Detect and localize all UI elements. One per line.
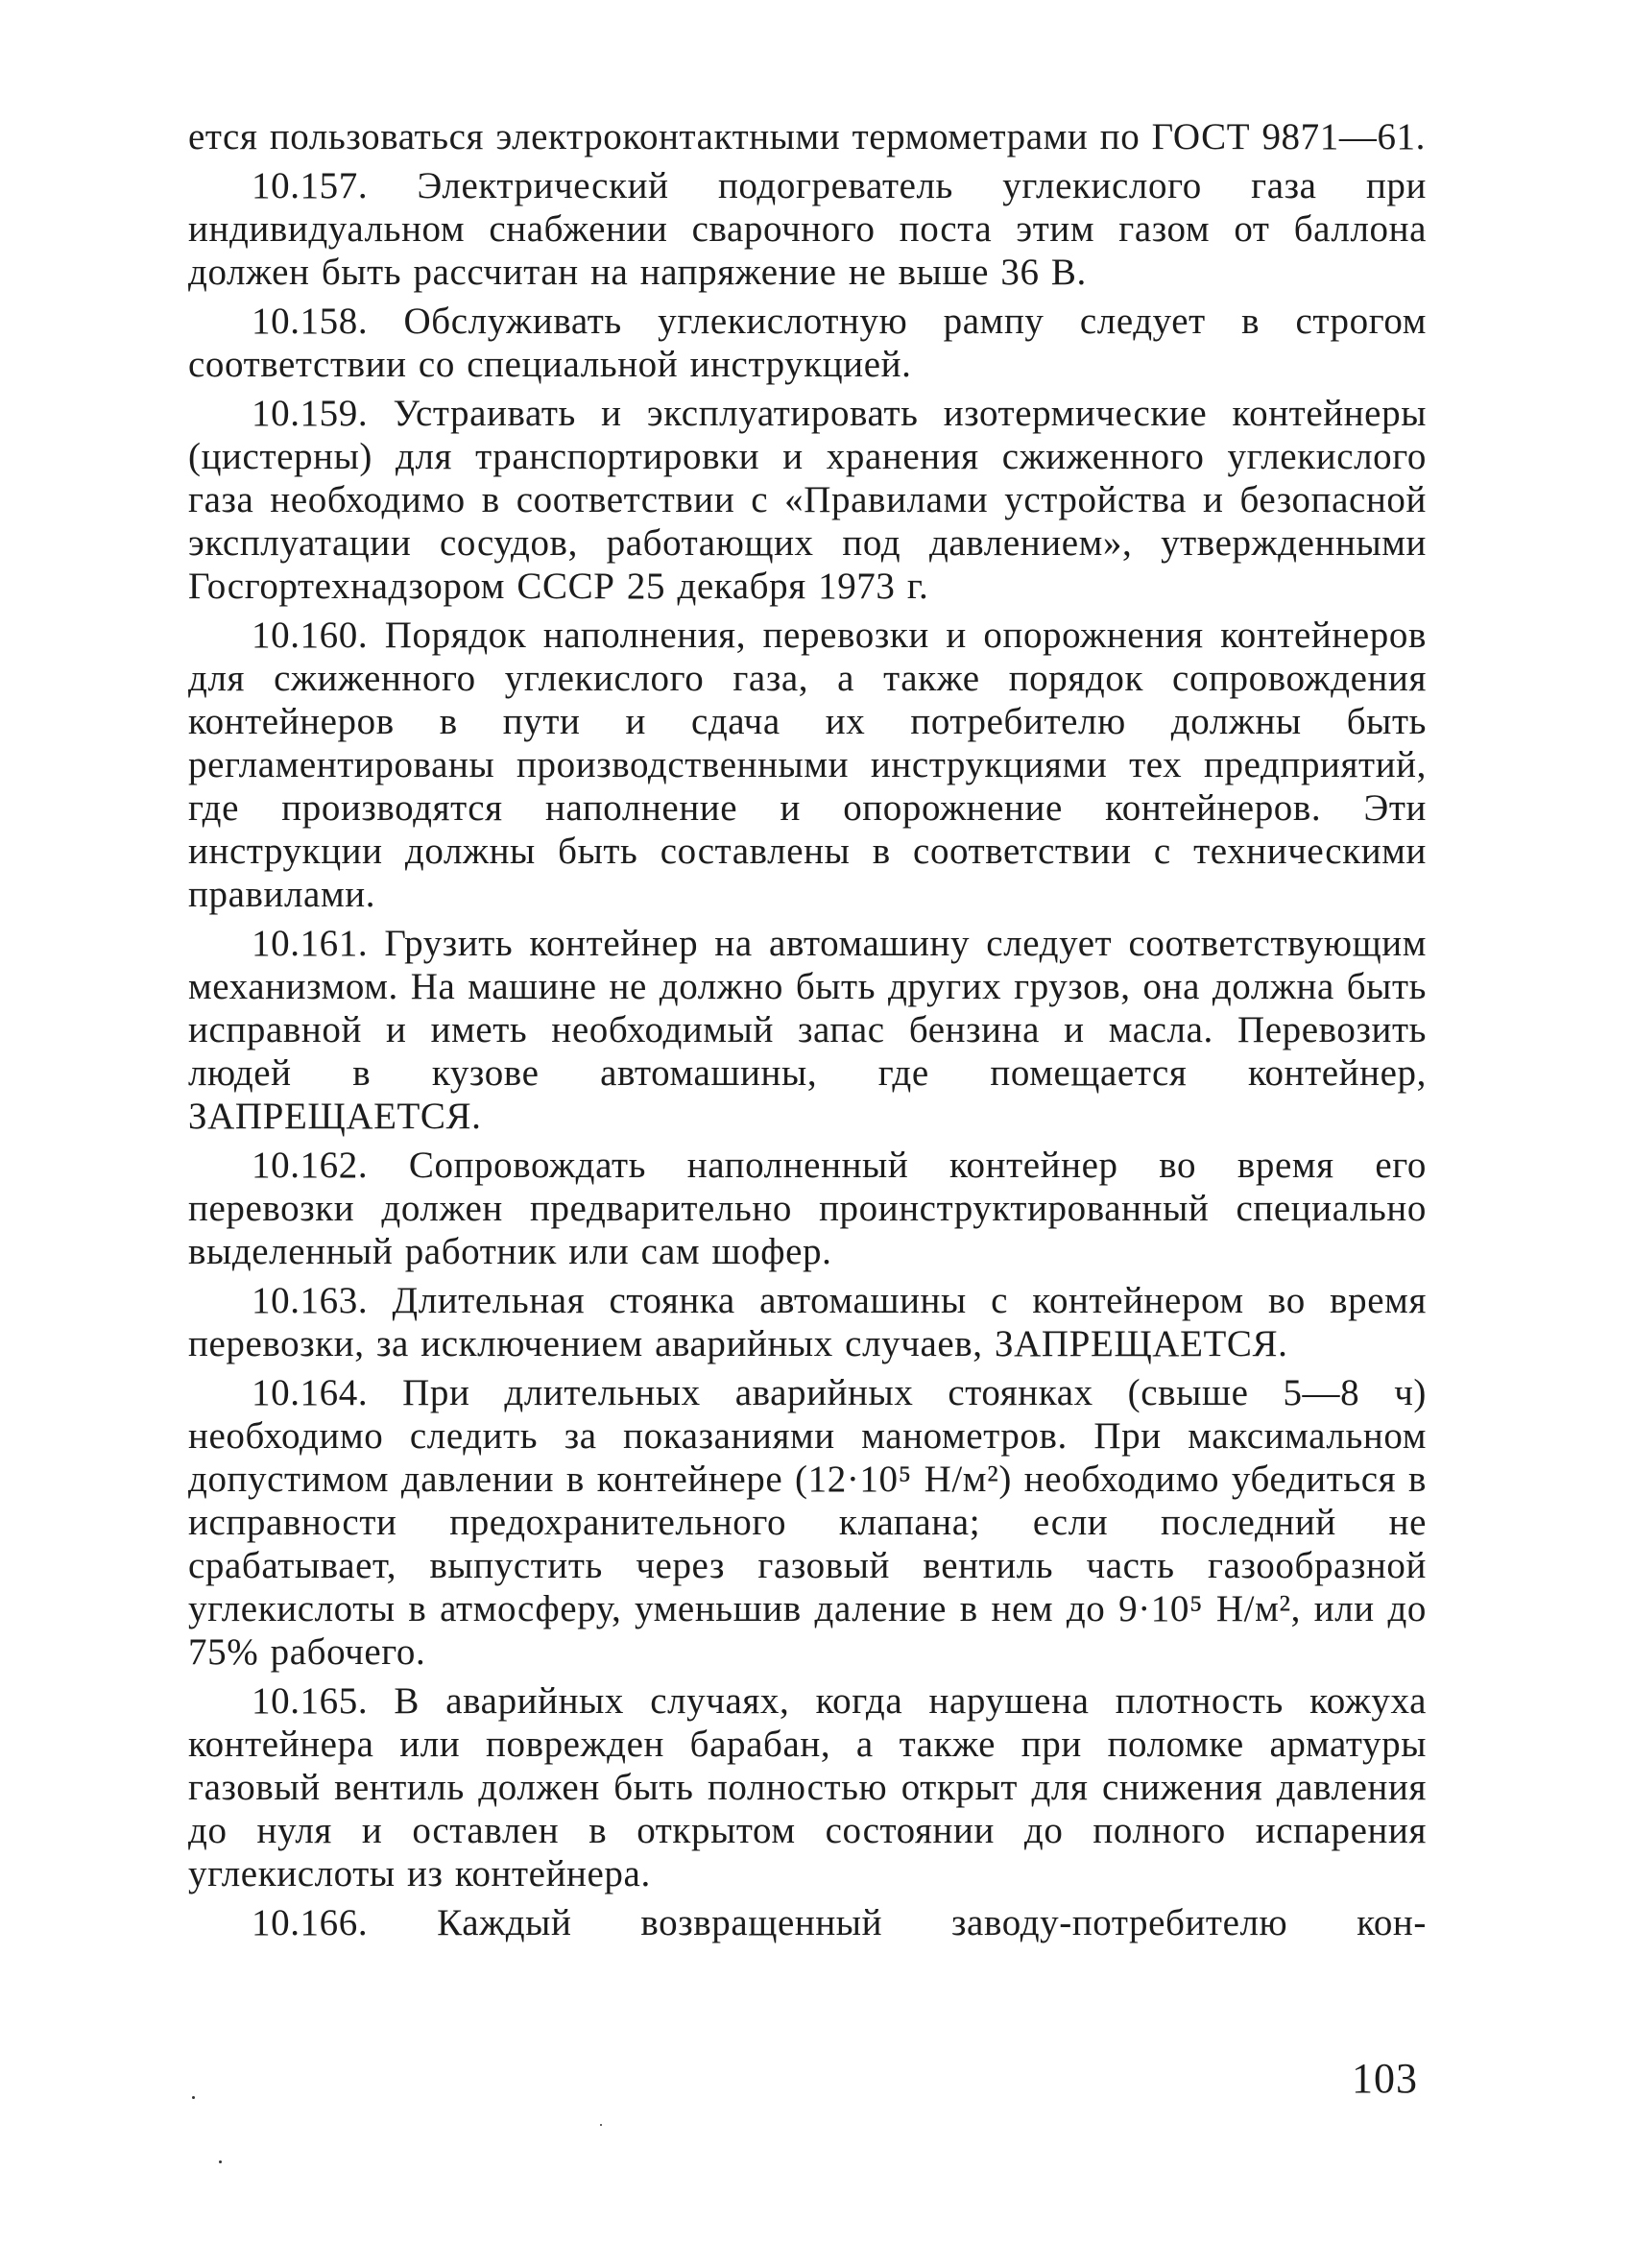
paragraph-continuation: ется пользоваться электроконтактными термометрами по ГОСТ 9871—61.: [188, 116, 1427, 157]
paragraph-10-165: 10.165. В аварийных случаях, когда нарушена плотность кожуха контейнера или поврежден барабан, а также при поломке арматуры газовый вентиль должен быть полностью открыт для снижения давления до нуля и оставлен в открытом состоянии до полного испарения углекислоты из контейнера.: [188, 1680, 1427, 1894]
paragraph-10-160: 10.160. Порядок наполнения, перевозки и опорожнения контейнеров для сжиженного углекислого газа, а также порядок сопровождения контейнеров в пути и сдача их потребителю должны быть регламентированы производственными инструкциями тех предприятий, где производятся наполнение и опорожнение контейнеров. Эти инструкции должны быть составлены в соответствии с техническими правилами.: [188, 615, 1427, 915]
paragraph-10-162: 10.162. Сопровождать наполненный контейнер во время его перевозки должен предварительно проинструктированный специально выделенный работник или сам шофер.: [188, 1145, 1427, 1272]
paragraph-10-161: 10.161. Грузить контейнер на автомашину следует соответствующим механизмом. На машине не должно быть других грузов, она должна быть исправной и иметь необходимый запас бензина и масла. Перевозить людей в кузове автомашины, где помещается контейнер, ЗАПРЕЩАЕТСЯ.: [188, 923, 1427, 1137]
page-number: 103: [1352, 2055, 1418, 2102]
paragraph-10-157: 10.157. Электрический подогреватель углекислого газа при индивидуальном снабжении сварочного поста этим газом от баллона должен быть рассчитан на напряжение не выше 36 В.: [188, 165, 1427, 293]
paragraph-10-166: 10.166. Каждый возвращенный заводу-потребителю кон-: [252, 1902, 1427, 1943]
paragraph-10-164: 10.164. При длительных аварийных стоянках (свыше 5—8 ч) необходимо следить за показаниями манометров. При максимальном допустимом давлении в контейнере (12·10⁵ Н/м²) необходимо убедиться в исправности предохранительного клапана; если последний не срабатывает, выпустить через газовый вентиль часть газообразной углекислоты в атмосферу, уменьшив даление в нем до 9·10⁵ Н/м², или до 75% рабочего.: [188, 1372, 1427, 1673]
paragraph-10-163: 10.163. Длительная стоянка автомашины с контейнером во время перевозки, за исключением аварийных случаев, ЗАПРЕЩАЕТСЯ.: [188, 1280, 1427, 1364]
scan-speck: [219, 2160, 222, 2163]
scan-speck: [192, 2096, 195, 2099]
paragraph-10-159: 10.159. Устраивать и эксплуатировать изотермические контейнеры (цистерны) для транспортировки и хранения сжиженного углекислого газа необходимо в соответствии с «Правилами устройства и безопасной эксплуатации сосудов, работающих под давлением», утвержденными Госгортехнадзором СССР 25 декабря 1973 г.: [188, 393, 1427, 607]
body-text: [188, 115, 1427, 1944]
paragraph-10-158: 10.158. Обслуживать углекислотную рампу следует в строгом соответствии со специальной инструкцией.: [188, 301, 1427, 385]
scan-speck: [600, 2124, 602, 2126]
